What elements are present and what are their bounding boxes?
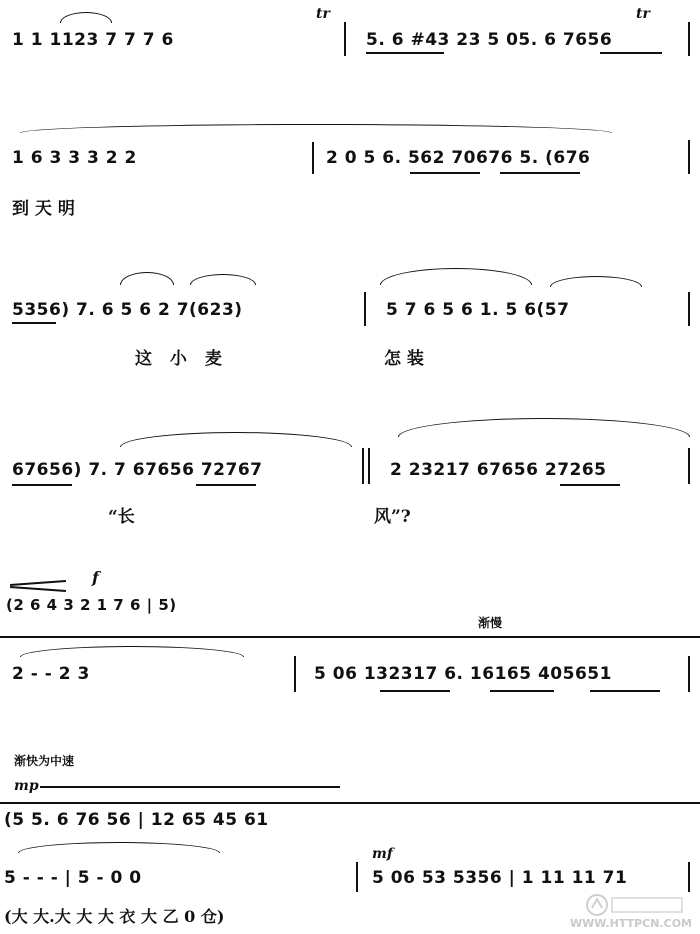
watermark-url: WWW.HTTPCN.COM xyxy=(569,917,692,930)
lyric: “长 xyxy=(108,507,135,527)
row4-left: 67656) 7. 7 67656 72767 xyxy=(12,460,263,480)
lyric: 到 天 明 xyxy=(12,199,75,219)
underline xyxy=(380,690,450,692)
barline xyxy=(688,292,690,326)
crescendo-line xyxy=(10,580,66,585)
watermark-logo-icon xyxy=(584,892,688,918)
system-line xyxy=(0,802,700,804)
row6-middle: 5 - - - | 5 - 0 0 xyxy=(4,868,142,888)
row2-right: 2 0 5 6. 562 70676 5. (676 xyxy=(326,148,591,168)
tempo-mark: 渐慢 xyxy=(478,616,503,630)
slur xyxy=(20,124,612,133)
decrescendo-line xyxy=(40,786,340,788)
barline xyxy=(312,142,314,174)
dynamic-mark: mf xyxy=(372,846,393,862)
underline xyxy=(560,484,620,486)
trill-mark: tr xyxy=(316,6,330,22)
underline xyxy=(590,690,660,692)
underline xyxy=(196,484,256,486)
barline xyxy=(688,656,690,692)
tempo-mark: 渐快为中速 xyxy=(14,754,75,768)
slur xyxy=(20,646,244,657)
underline xyxy=(366,52,444,54)
row5-right: 5 06 132317 6. 16165 405651 xyxy=(314,664,612,684)
barline xyxy=(362,448,364,484)
underline xyxy=(500,172,580,174)
barline xyxy=(294,656,296,692)
slur xyxy=(120,272,174,285)
lyric: 风”? xyxy=(374,507,411,527)
row4-right: 2 23217 67656 27265 xyxy=(390,460,607,480)
trill-mark: tr xyxy=(636,6,650,22)
crescendo-line xyxy=(10,586,66,591)
row3-left: 5356) 7. 6 5 6 2 7(623) xyxy=(12,300,243,320)
underline xyxy=(12,322,56,324)
underline xyxy=(490,690,554,692)
system-line xyxy=(0,636,700,638)
row1-left: 1 1 1123 7 7 7 6 xyxy=(12,30,174,50)
barline xyxy=(688,140,690,174)
dynamic-mark: f xyxy=(92,568,99,587)
lyric: 这 小 麦 xyxy=(135,349,228,369)
barline xyxy=(344,22,346,56)
underline xyxy=(12,484,72,486)
percussion-line: (大 大.大 大 大 衣 大 乙 0 仓) xyxy=(4,907,225,926)
slur xyxy=(18,842,220,853)
barline xyxy=(364,292,366,326)
slur xyxy=(550,276,642,287)
slur xyxy=(380,268,532,285)
row1-right: 5. 6 #43 23 5 05. 6 7656 xyxy=(366,30,613,50)
row3-right: 5 7 6 5 6 1. 5 6(57 xyxy=(386,300,570,320)
barline xyxy=(688,862,690,892)
slur xyxy=(190,274,256,285)
slur xyxy=(120,432,352,447)
barline xyxy=(688,448,690,484)
barline xyxy=(688,22,690,56)
row6-top: (5 5. 6 76 56 | 12 65 45 61 xyxy=(4,810,269,830)
barline xyxy=(356,862,358,892)
lyric: 怎 装 xyxy=(384,349,424,369)
underline xyxy=(410,172,480,174)
row2-left: 1 6 3 3 3 2 2 xyxy=(12,148,137,168)
row5-top: (2 6 4 3 2 1 7 6 | 5) xyxy=(6,596,177,614)
slur xyxy=(398,418,690,437)
row6-right: 5 06 53 5356 | 1 11 11 71 xyxy=(372,868,628,888)
dynamic-mark: mp xyxy=(14,778,39,794)
barline xyxy=(368,448,370,484)
row5-left: 2 - - 2 3 xyxy=(12,664,90,684)
slur xyxy=(60,12,112,23)
underline xyxy=(600,52,662,54)
